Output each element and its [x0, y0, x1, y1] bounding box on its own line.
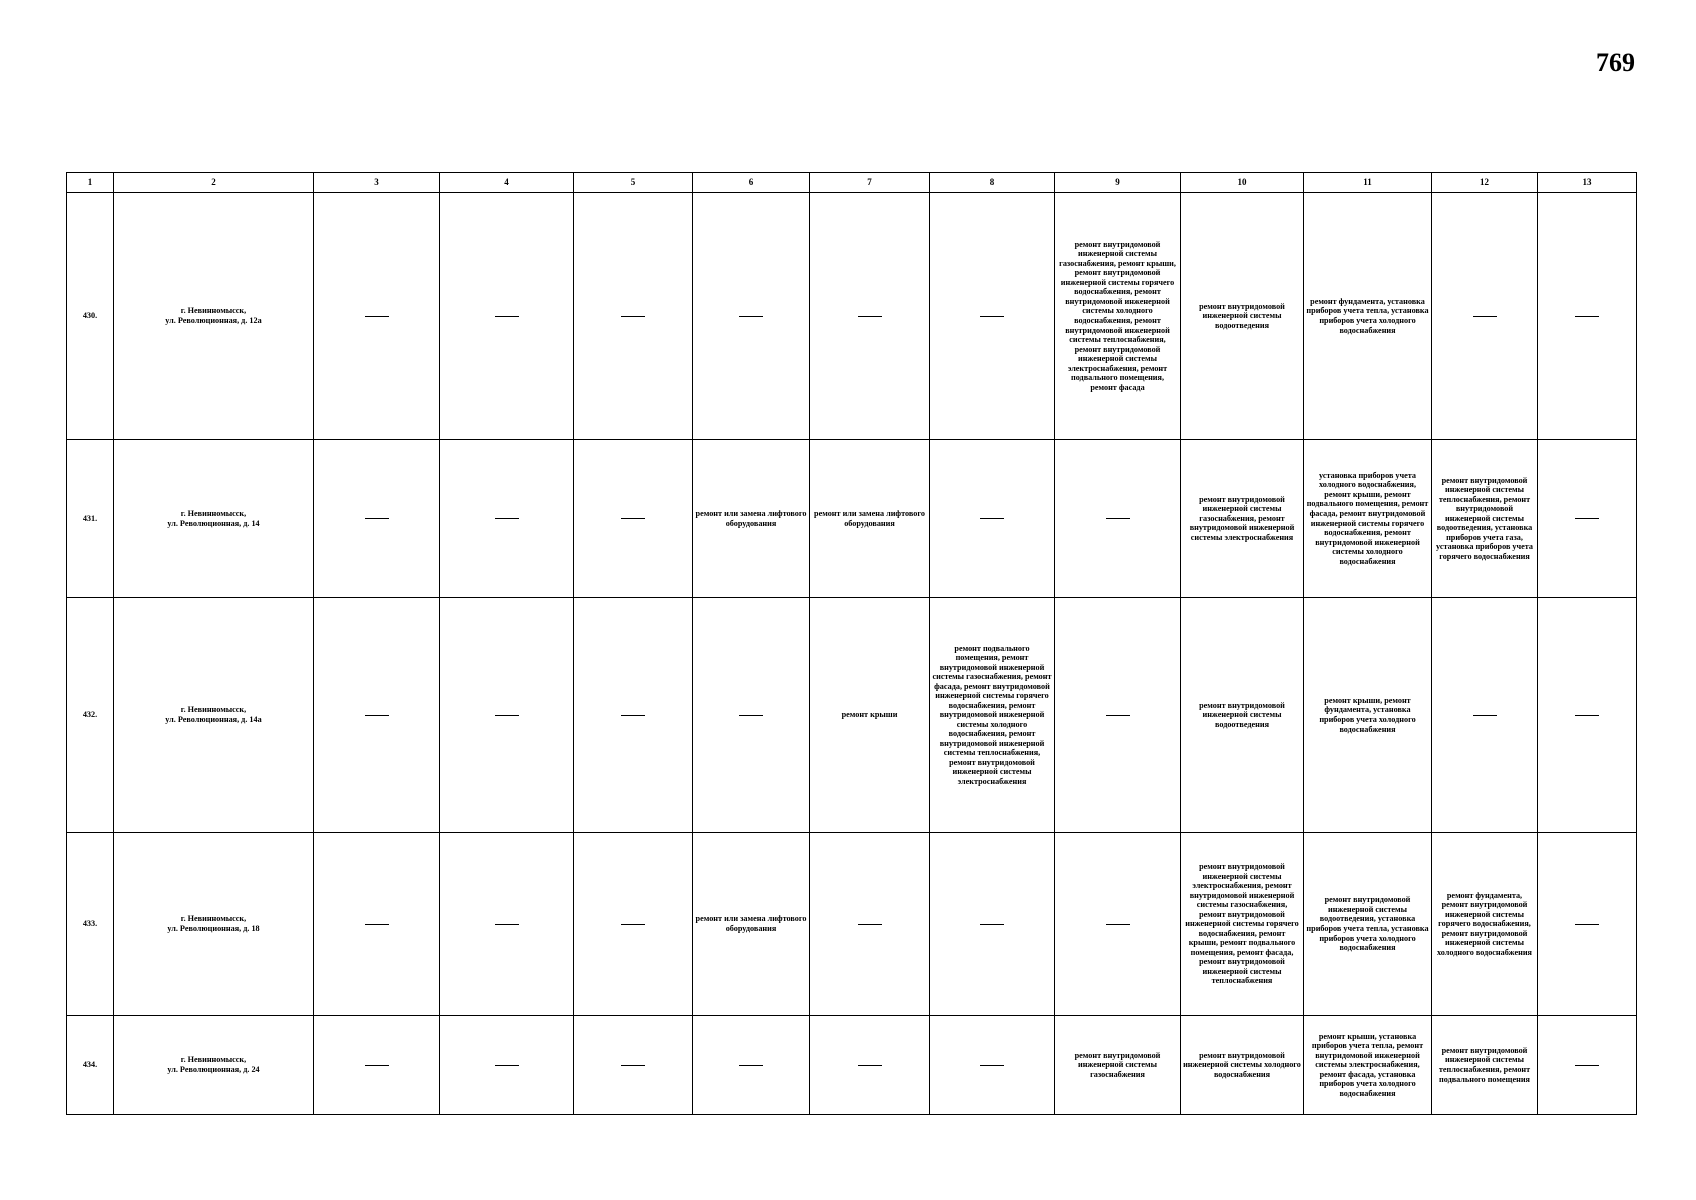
address-street: ул. Революционная, д. 18 — [167, 924, 260, 933]
dash-mark — [1106, 518, 1130, 519]
column-header: 7 — [810, 173, 930, 193]
dash-mark — [1473, 316, 1497, 317]
dash-mark — [1575, 518, 1599, 519]
empty-cell — [574, 833, 693, 1016]
page-number: 769 — [1596, 48, 1635, 77]
address-city: г. Невинномысск, — [180, 306, 247, 316]
column-header: 10 — [1181, 173, 1304, 193]
empty-cell — [440, 440, 574, 598]
empty-cell — [440, 598, 574, 833]
empty-cell — [1432, 598, 1538, 833]
empty-cell — [314, 833, 440, 1016]
dash-mark — [980, 316, 1004, 317]
work-cell: ремонт или замена лифтового оборудования — [693, 833, 810, 1016]
column-header: 3 — [314, 173, 440, 193]
work-cell: ремонт фундамента, установка приборов учета тепла, установка приборов учета холодного водоснабжения — [1304, 193, 1432, 440]
empty-cell — [693, 1016, 810, 1115]
dash-mark — [495, 316, 519, 317]
table-row — [67, 1016, 1637, 1115]
address-cell — [114, 440, 314, 598]
column-header: 6 — [693, 173, 810, 193]
empty-cell — [930, 1016, 1055, 1115]
repair-schedule-table — [66, 172, 1637, 1115]
address-street: ул. Революционная, д. 14а — [165, 715, 262, 724]
dash-mark — [365, 924, 389, 925]
work-cell: ремонт внутридомовой инженерной системы газоснабжения — [1055, 1016, 1181, 1115]
table-row — [67, 440, 1637, 598]
empty-cell — [693, 193, 810, 440]
dash-mark — [621, 715, 645, 716]
work-cell: ремонт или замена лифтового оборудования — [693, 440, 810, 598]
dash-mark — [739, 1065, 763, 1066]
table-row — [67, 833, 1637, 1016]
empty-cell — [314, 193, 440, 440]
work-cell: ремонт фундамента, ремонт внутридомовой инженерной системы горячего водоснабжения, ремонт внутридомовой инженерной системы холодного водоснабжения — [1432, 833, 1538, 1016]
dash-mark — [495, 518, 519, 519]
work-cell: ремонт внутридомовой инженерной системы водоотведения — [1181, 598, 1304, 833]
work-cell: ремонт внутридомовой инженерной системы газоснабжения, ремонт крыши, ремонт внутридомовой инженерной системы горячего водоснабжения, ремонт внутридомовой инженерной системы холодного водоснабжения, ремонт внутридомовой инженерной системы теплоснабжения, ремонт внутридомовой инженерной системы электроснабжения, ремонт подвального помещения, ремонт фасада — [1055, 193, 1181, 440]
empty-cell — [693, 598, 810, 833]
dash-mark — [365, 316, 389, 317]
address-cell — [114, 193, 314, 440]
dash-mark — [365, 715, 389, 716]
dash-mark — [621, 924, 645, 925]
empty-cell — [1055, 833, 1181, 1016]
address-street: ул. Революционная, д. 12а — [165, 316, 262, 325]
dash-mark — [1106, 715, 1130, 716]
column-header: 2 — [114, 173, 314, 193]
column-header: 4 — [440, 173, 574, 193]
empty-cell — [1538, 193, 1637, 440]
dash-mark — [980, 1065, 1004, 1066]
empty-cell — [440, 833, 574, 1016]
empty-cell — [314, 598, 440, 833]
address-cell — [114, 833, 314, 1016]
dash-mark — [365, 1065, 389, 1066]
work-cell: ремонт внутридомовой инженерной системы водоотведения — [1181, 193, 1304, 440]
dash-mark — [495, 715, 519, 716]
empty-cell — [574, 440, 693, 598]
empty-cell — [440, 193, 574, 440]
work-cell: ремонт подвального помещения, ремонт внутридомовой инженерной системы газоснабжения, ремонт фасада, ремонт внутридомовой инженерной системы горячего водоснабжения, ремонт внутридомовой инженерной системы холодного водоснабжения, ремонт внутридомовой инженерной системы теплоснабжения, ремонт внутридомовой инженерной системы электроснабжения — [930, 598, 1055, 833]
work-cell: ремонт внутридомовой инженерной системы теплоснабжения, ремонт внутридомовой инженерной системы водоотведения, установка приборов учета газа, установка приборов учета горячего водоснабжения — [1432, 440, 1538, 598]
work-cell: ремонт крыши — [810, 598, 930, 833]
empty-cell — [1538, 833, 1637, 1016]
empty-cell — [1432, 193, 1538, 440]
empty-cell — [574, 598, 693, 833]
work-cell: установка приборов учета холодного водоснабжения, ремонт крыши, ремонт подвального помещения, ремонт фасада, ремонт внутридомовой инженерной системы горячего водоснабжения, ремонт внутридомовой инженерной системы холодного водоснабжения — [1304, 440, 1432, 598]
address-city: г. Невинномысск, — [180, 705, 247, 715]
dash-mark — [858, 316, 882, 317]
address-city: г. Невинномысск, — [180, 1055, 247, 1065]
work-cell: ремонт внутридомовой инженерной системы газоснабжения, ремонт внутридомовой инженерной системы электроснабжения — [1181, 440, 1304, 598]
empty-cell — [574, 193, 693, 440]
empty-cell — [930, 193, 1055, 440]
work-cell: ремонт крыши, установка приборов учета тепла, ремонт внутридомовой инженерной системы электроснабжения, ремонт фасада, установка приборов учета холодного водоснабжения — [1304, 1016, 1432, 1115]
empty-cell — [314, 440, 440, 598]
dash-mark — [1575, 924, 1599, 925]
table-row — [67, 193, 1637, 440]
work-cell: ремонт крыши, ремонт фундамента, установка приборов учета холодного водоснабжения — [1304, 598, 1432, 833]
column-header: 13 — [1538, 173, 1637, 193]
address-street: ул. Революционная, д. 24 — [167, 1065, 260, 1074]
column-header: 9 — [1055, 173, 1181, 193]
address-street: ул. Революционная, д. 14 — [167, 518, 260, 528]
empty-cell — [574, 1016, 693, 1115]
dash-mark — [495, 924, 519, 925]
column-header: 5 — [574, 173, 693, 193]
dash-mark — [621, 316, 645, 317]
work-cell: ремонт внутридомовой инженерной системы водоотведения, установка приборов учета тепла, установка приборов учета холодного водоснабжения — [1304, 833, 1432, 1016]
address-city: г. Невинномысск, — [180, 914, 247, 924]
column-number-row — [67, 173, 1637, 193]
empty-cell — [930, 833, 1055, 1016]
dash-mark — [1575, 715, 1599, 716]
empty-cell — [1538, 1016, 1637, 1115]
table-row — [67, 598, 1637, 833]
row-number: 431. — [67, 440, 114, 598]
column-header: 11 — [1304, 173, 1432, 193]
work-cell: ремонт или замена лифтового оборудования — [810, 440, 930, 598]
row-number: 430. — [67, 193, 114, 440]
empty-cell — [810, 193, 930, 440]
empty-cell — [930, 440, 1055, 598]
empty-cell — [810, 833, 930, 1016]
empty-cell — [1055, 598, 1181, 833]
dash-mark — [858, 924, 882, 925]
work-cell: ремонт внутридомовой инженерной системы электроснабжения, ремонт внутридомовой инженерной системы газоснабжения, ремонт внутридомовой инженерной системы горячего водоснабжения, ремонт крыши, ремонт подвального помещения, ремонт фасада, ремонт внутридомовой инженерной системы теплоснабжения — [1181, 833, 1304, 1016]
row-number: 433. — [67, 833, 114, 1016]
empty-cell — [1538, 598, 1637, 833]
dash-mark — [739, 715, 763, 716]
dash-mark — [365, 518, 389, 519]
empty-cell — [810, 1016, 930, 1115]
dash-mark — [739, 316, 763, 317]
empty-cell — [1538, 440, 1637, 598]
empty-cell — [440, 1016, 574, 1115]
dash-mark — [858, 1065, 882, 1066]
dash-mark — [1575, 316, 1599, 317]
dash-mark — [495, 1065, 519, 1066]
dash-mark — [621, 518, 645, 519]
dash-mark — [1575, 1065, 1599, 1066]
dash-mark — [1473, 715, 1497, 716]
address-cell — [114, 1016, 314, 1115]
work-cell: ремонт внутридомовой инженерной системы теплоснабжения, ремонт подвального помещения — [1432, 1016, 1538, 1115]
dash-mark — [621, 1065, 645, 1066]
row-number: 432. — [67, 598, 114, 833]
address-cell — [114, 598, 314, 833]
column-header: 1 — [67, 173, 114, 193]
address-city: г. Невинномысск, — [180, 508, 247, 518]
dash-mark — [1106, 924, 1130, 925]
column-header: 8 — [930, 173, 1055, 193]
column-header: 12 — [1432, 173, 1538, 193]
empty-cell — [314, 1016, 440, 1115]
row-number: 434. — [67, 1016, 114, 1115]
empty-cell — [1055, 440, 1181, 598]
dash-mark — [980, 924, 1004, 925]
dash-mark — [980, 518, 1004, 519]
work-cell: ремонт внутридомовой инженерной системы холодного водоснабжения — [1181, 1016, 1304, 1115]
